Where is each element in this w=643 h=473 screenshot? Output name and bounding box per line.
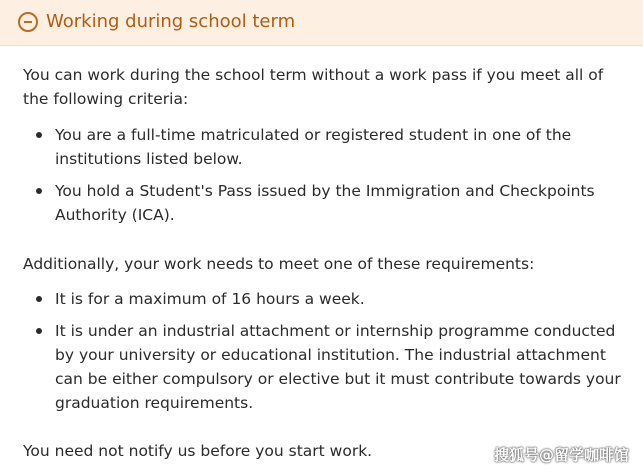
accordion-title[interactable]: Working during school term xyxy=(46,11,296,32)
requirement-item-1: It is for a maximum of 16 hours a week. xyxy=(55,290,365,308)
criteria-item-2: You hold a Student's Pass issued by the Immigration and Checkpoints Authority (ICA). xyxy=(55,182,595,224)
criteria-item-1: You are a full-time matriculated or registered student in one of the institutions listed below. xyxy=(55,126,572,168)
closing-paragraph: You need not notify us before you start work. xyxy=(23,442,373,460)
watermark: 搜狐号@留学咖啡馆 xyxy=(493,446,629,464)
collapse-minus-icon[interactable] xyxy=(18,12,38,32)
accordion-header[interactable] xyxy=(0,0,643,46)
additional-paragraph: Additionally, your work needs to meet one of these requirements: xyxy=(23,255,535,273)
bullet-icon xyxy=(36,188,42,194)
intro-paragraph: You can work during the school term without a work pass if you meet all of the following criteria: xyxy=(23,66,604,108)
requirement-item-2: It is under an industrial attachment or internship programme conducted by your university or educational institution. The industrial attachment can be either compulsory or elective but it must contribute towards your graduation requirements. xyxy=(55,322,621,412)
bullet-icon xyxy=(36,132,42,138)
bullet-icon xyxy=(36,328,42,334)
bullet-icon xyxy=(36,296,42,302)
